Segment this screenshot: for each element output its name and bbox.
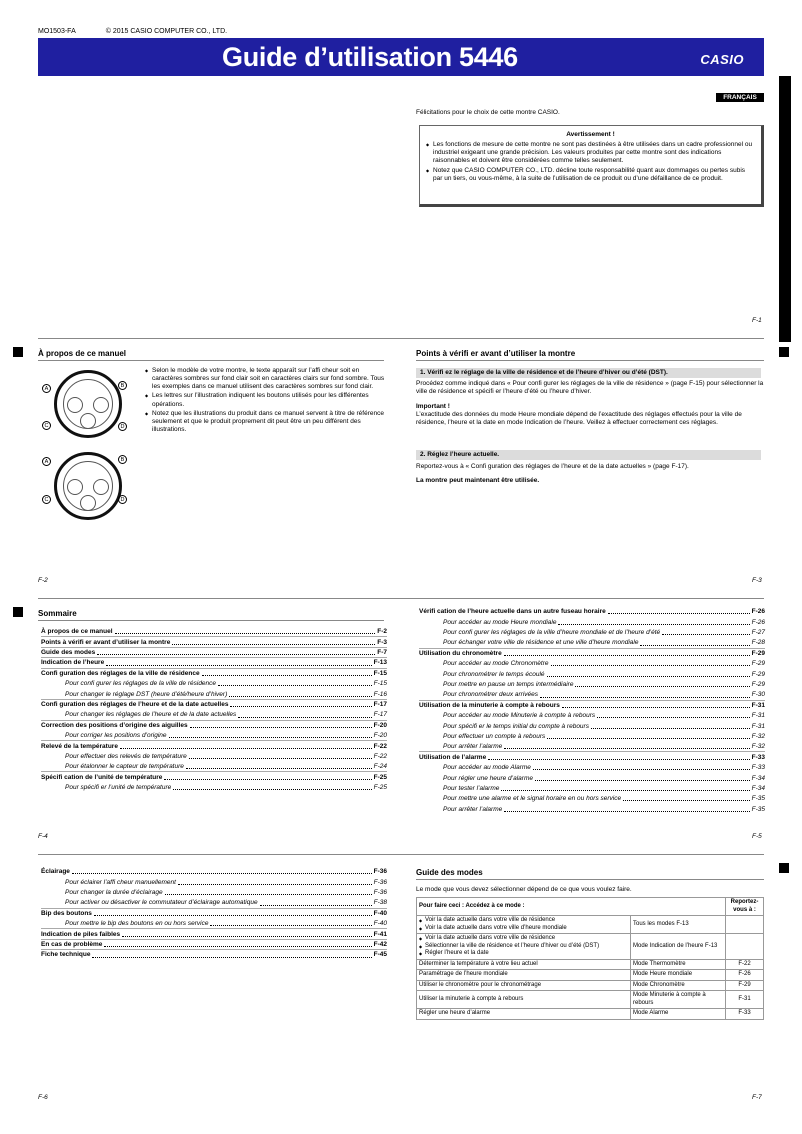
- action-cell: [417, 991, 631, 1009]
- table-of-contents: [419, 606, 765, 814]
- toc-entry: [41, 699, 387, 709]
- action-item: ◆ Sélectionner la ville de résidence et l’heure d’hiver ou d’été (DST): [419, 942, 600, 949]
- toc-entry-title: Pour accéder au mode Chronomètre: [443, 660, 549, 668]
- toc-entry: [419, 793, 765, 803]
- toc-entry-title: Guide des modes: [41, 649, 96, 657]
- page-number: F-6: [38, 1094, 48, 1101]
- step-text: Reportez-vous à « Confi guration des réglages de l’heure et de la date actuelles » (page F-17).: [416, 463, 689, 470]
- toc-entry-title: Pour mettre une alarme et le signal horaire en ou hors service: [443, 795, 622, 803]
- mode-cell: Mode Chronomètre: [631, 980, 726, 991]
- toc-entry-page: F-36: [373, 889, 387, 897]
- page-cell: F-26: [726, 970, 764, 981]
- toc-leader: [640, 645, 749, 646]
- toc-entry-title: Pour accéder au mode Heure mondiale: [443, 618, 557, 626]
- toc-leader: [547, 738, 749, 739]
- table-row: [417, 991, 764, 1009]
- table-row: [417, 1009, 764, 1020]
- section-marker: [13, 607, 23, 617]
- toc-leader: [488, 759, 749, 760]
- toc-entry-page: F-25: [373, 773, 387, 781]
- toc-entry-page: F-41: [373, 930, 387, 938]
- toc-entry: [41, 771, 387, 781]
- toc-entry-page: F-3: [377, 638, 387, 646]
- toc-entry-title: Pour changer le réglage DST (heure d’été/heure d’hiver): [65, 690, 228, 698]
- toc-entry-page: F-31: [751, 722, 765, 730]
- action-item: Régler une heure d’alarme: [419, 1010, 491, 1016]
- toc-leader: [164, 779, 371, 780]
- page-number: F-5: [752, 833, 762, 840]
- toc-leader: [575, 686, 749, 687]
- action-item: ◆ Voir la date actuelle dans votre ville d’heure mondiale: [419, 924, 567, 931]
- title-rule: [38, 620, 384, 621]
- step-heading: 2. Réglez l’heure actuelle.: [416, 450, 761, 460]
- toc-entry-title: Pour étalonner le capteur de température: [65, 763, 184, 771]
- toc-leader: [551, 665, 750, 666]
- mode-cell: Mode Indication de l’heure F-13: [631, 934, 726, 960]
- toc-leader: [165, 894, 372, 895]
- action-item: ◆ Voir la date actuelle dans votre ville de résidence: [419, 935, 556, 941]
- title-rule: [416, 879, 764, 880]
- action-cell: [417, 934, 631, 960]
- section-title: À propos de ce manuel: [38, 349, 127, 358]
- toc-leader: [218, 685, 372, 686]
- action-cell: [417, 980, 631, 991]
- toc-entry-title: Pour arrêter l’alarme: [443, 743, 503, 751]
- toc-entry-page: F-32: [751, 732, 765, 740]
- toc-entry: [419, 731, 765, 741]
- toc-leader: [662, 634, 749, 635]
- toc-entry-page: F-28: [751, 639, 765, 647]
- toc-leader: [238, 717, 371, 718]
- toc-entry-title: Pour chronométrer deux arrivées: [443, 691, 539, 699]
- action-item: ◆ Régler l’heure et la date: [419, 950, 489, 956]
- toc-entry-page: F-13: [373, 659, 387, 667]
- toc-leader: [597, 717, 750, 718]
- toc-entry-page: F-40: [373, 920, 387, 928]
- toc-leader: [189, 758, 372, 759]
- toc-leader: [97, 654, 375, 655]
- toc-entry-page: F-20: [373, 721, 387, 729]
- note-item: ◆ Notez que les illustrations du produit dans ce manuel servent à titre de référence seulement et que le produit proprement dit peut être un peu différent des illustrations.: [145, 410, 385, 434]
- toc-entry: [419, 658, 765, 668]
- toc-leader: [172, 644, 375, 645]
- table-of-contents: [41, 866, 387, 960]
- toc-leader: [533, 769, 750, 770]
- toc-leader: [562, 707, 750, 708]
- toc-entry-title: Relevé de la température: [41, 742, 118, 750]
- toc-entry-title: Correction des positions d’origine des aiguilles: [41, 721, 188, 729]
- divider: [38, 854, 764, 855]
- toc-entry-title: Pour accéder au mode Minuterie à compte à rebours: [443, 712, 596, 720]
- toc-entry-page: F-27: [751, 629, 765, 637]
- section-title: Points à vérifi er avant d’utiliser la montre: [416, 349, 576, 358]
- toc-entry-title: Pour tester l’alarme: [443, 784, 500, 792]
- toc-entry-page: F-29: [751, 670, 765, 678]
- toc-entry: [41, 751, 387, 761]
- toc-entry-page: F-22: [373, 742, 387, 750]
- toc-entry: [41, 866, 387, 876]
- toc-entry-page: F-36: [373, 868, 387, 876]
- section-marker: [779, 347, 789, 357]
- toc-entry: [419, 783, 765, 793]
- toc-leader: [591, 728, 750, 729]
- important-label: Important !: [416, 403, 450, 410]
- toc-entry-page: F-31: [751, 712, 765, 720]
- action-item: ◆ Voir la date actuelle dans votre ville de résidence: [419, 917, 556, 923]
- toc-entry: [419, 616, 765, 626]
- action-text: Régler l’heure et la date: [425, 950, 489, 956]
- toc-entry-page: F-17: [373, 701, 387, 708]
- table-of-contents: [41, 626, 387, 792]
- divider: [38, 598, 764, 599]
- toc-entry-title: Pour effectuer des relevés de température: [65, 752, 187, 760]
- warning-box: [419, 125, 764, 207]
- button-label-d: D: [118, 495, 127, 504]
- action-item: Utiliser la minuterie à compte à rebours: [419, 995, 524, 1002]
- toc-entry: [41, 949, 387, 959]
- toc-entry-page: F-16: [373, 690, 387, 698]
- toc-entry: [41, 887, 387, 897]
- toc-entry: [41, 918, 387, 928]
- toc-entry-page: F-29: [751, 649, 765, 657]
- toc-entry: [41, 636, 387, 646]
- toc-entry-title: Pour confi gurer les réglages de la ville de résidence: [65, 680, 217, 688]
- mode-cell: Mode Heure mondiale: [631, 970, 726, 981]
- toc-entry: [419, 751, 765, 761]
- toc-entry-page: F-32: [751, 743, 765, 751]
- watch-face-2: [54, 452, 122, 520]
- table-row: [417, 916, 764, 934]
- toc-entry-title: Utilisation de la minuterie à compte à rebours: [419, 701, 560, 709]
- mode-cell: Tous les modes F-13: [631, 916, 726, 934]
- toc-entry: [419, 627, 765, 637]
- toc-entry-page: F-15: [373, 669, 387, 677]
- doc-code: MO1503-FA: [38, 28, 76, 35]
- toc-entry: [419, 772, 765, 782]
- action-text: Voir la date actuelle dans votre ville d’heure mondiale: [425, 924, 567, 931]
- column-header: Reportez-vous à :: [726, 898, 764, 916]
- button-label-b: B: [118, 455, 127, 464]
- toc-entry: [419, 720, 765, 730]
- toc-entry-title: Pour mettre le bip des boutons en ou hors service: [65, 920, 209, 928]
- toc-leader: [202, 675, 372, 676]
- toc-entry-title: Confi guration des réglages de la ville de résidence: [41, 669, 200, 677]
- toc-entry-title: Pour accéder au mode Alarme: [443, 764, 531, 772]
- section-title: Guide des modes: [416, 868, 483, 877]
- toc-entry-page: F-25: [373, 784, 387, 792]
- title-banner: [38, 38, 764, 76]
- table-row: [417, 970, 764, 981]
- toc-entry: [419, 679, 765, 689]
- warning-item: ◆ Notez que CASIO COMPUTER CO., LTD. décline toute responsabilité quant aux dommages ou pertes subis par un tiers, ou vous-même, à la suite de l’utilisation de ce produit ou d’une défaillance de ce produit.: [426, 167, 755, 183]
- toc-entry-title: Pour arrêter l’alarme: [443, 805, 503, 813]
- action-cell: [417, 959, 631, 970]
- toc-leader: [501, 790, 749, 791]
- toc-entry-title: Spécifi cation de l’unité de température: [41, 773, 163, 781]
- toc-entry: [41, 740, 387, 750]
- toc-entry: [41, 876, 387, 886]
- toc-leader: [72, 873, 372, 874]
- toc-entry-title: Éclairage: [41, 868, 70, 876]
- toc-leader: [173, 789, 371, 790]
- page-number: F-2: [38, 577, 48, 584]
- toc-leader: [178, 884, 372, 885]
- mode-cell: Mode Minuterie à compte à rebours: [631, 991, 726, 1009]
- toc-entry-page: F-31: [751, 701, 765, 709]
- toc-leader: [122, 936, 372, 937]
- toc-entry-page: F-33: [751, 753, 765, 761]
- toc-leader: [120, 748, 372, 749]
- toc-entry: [41, 626, 387, 636]
- toc-entry-page: F-33: [751, 764, 765, 772]
- toc-entry-page: F-7: [377, 649, 387, 657]
- toc-entry: [41, 678, 387, 688]
- toc-entry-title: Utilisation du chronomètre: [419, 649, 502, 657]
- action-text: Voir la date actuelle dans votre ville de résidence: [425, 917, 556, 923]
- toc-entry: [41, 730, 387, 740]
- toc-leader: [104, 946, 371, 947]
- toc-entry-title: À propos de ce manuel: [41, 628, 113, 636]
- mode-cell: Mode Thermomètre: [631, 959, 726, 970]
- ready-text: La montre peut maintenant être utilisée.: [416, 477, 540, 484]
- toc-leader: [92, 957, 371, 958]
- toc-entry: [419, 648, 765, 658]
- button-label-c: C: [42, 495, 51, 504]
- toc-entry: [419, 741, 765, 751]
- action-item: Déterminer la température à votre lieu actuel: [419, 960, 538, 967]
- section-title: Sommaire: [38, 609, 77, 618]
- toc-entry: [419, 762, 765, 772]
- toc-leader: [504, 748, 749, 749]
- toc-leader: [540, 697, 750, 698]
- intro-text: Félicitations pour le choix de cette montre CASIO.: [416, 109, 560, 116]
- toc-entry-title: Fiche technique: [41, 951, 91, 959]
- toc-leader: [210, 925, 371, 926]
- toc-leader: [229, 696, 371, 697]
- toc-leader: [115, 633, 376, 634]
- toc-entry-page: F-30: [751, 691, 765, 699]
- toc-entry-page: F-15: [373, 680, 387, 688]
- toc-entry-title: Pour mettre en pause un temps intermédiaire: [443, 681, 574, 688]
- action-cell: [417, 916, 631, 934]
- toc-leader: [608, 613, 750, 614]
- toc-leader: [535, 780, 750, 781]
- action-text: Voir la date actuelle dans votre ville de résidence: [425, 935, 556, 941]
- title-rule: [416, 360, 764, 361]
- toc-entry: [41, 782, 387, 792]
- toc-entry-page: F-26: [751, 618, 765, 626]
- toc-entry-title: Points à vérifi er avant d’utiliser la montre: [41, 638, 171, 646]
- toc-leader: [504, 811, 749, 812]
- toc-entry-title: Pour changer la durée d’éclairage: [65, 889, 163, 897]
- section-marker: [13, 347, 23, 357]
- toc-entry-page: F-38: [373, 899, 387, 907]
- toc-entry-page: F-29: [751, 681, 765, 688]
- toc-entry-page: F-26: [751, 608, 765, 616]
- toc-entry-page: F-24: [373, 763, 387, 771]
- casio-logo: CASIO: [700, 52, 744, 67]
- page-number: F-3: [752, 577, 762, 584]
- page-cell: [726, 916, 764, 934]
- edge-bar: [779, 76, 791, 342]
- toc-entry-page: F-35: [751, 805, 765, 813]
- language-tab: FRANÇAIS: [716, 93, 764, 102]
- toc-leader: [106, 665, 371, 666]
- table-row: [417, 959, 764, 970]
- page-cell: F-31: [726, 991, 764, 1009]
- toc-entry: [41, 928, 387, 938]
- button-label-a: A: [42, 457, 51, 466]
- page-cell: [726, 934, 764, 960]
- divider: [38, 338, 764, 339]
- action-text: Sélectionner la ville de résidence et l’heure d’hiver ou d’été (DST): [425, 942, 600, 949]
- toc-entry: [41, 939, 387, 949]
- toc-entry-page: F-40: [373, 909, 387, 917]
- toc-entry-title: Pour activer ou désactiver le commutateur d’éclairage automatique: [65, 899, 258, 907]
- button-label-c: C: [42, 421, 51, 430]
- toc-entry: [41, 647, 387, 657]
- watch-face-1: [54, 370, 122, 438]
- toc-entry: [41, 897, 387, 907]
- toc-leader: [504, 655, 750, 656]
- toc-entry-title: Pour échanger votre ville de résidence et une ville d’heure mondiale: [443, 639, 639, 647]
- title-rule: [38, 360, 384, 361]
- toc-entry: [41, 688, 387, 698]
- mode-guide-table: [416, 897, 764, 1020]
- toc-entry-title: Vérifi cation de l’heure actuelle dans un autre fuseau horaire: [419, 608, 606, 616]
- toc-entry-page: F-42: [373, 941, 387, 948]
- toc-entry: [419, 668, 765, 678]
- toc-entry: [41, 720, 387, 730]
- toc-entry: [419, 700, 765, 710]
- action-item: Utiliser le chronomètre pour le chronométrage: [419, 981, 542, 988]
- toc-entry-page: F-36: [373, 878, 387, 886]
- toc-entry: [419, 710, 765, 720]
- toc-entry: [41, 761, 387, 771]
- toc-entry-title: Indication de piles faibles: [41, 930, 121, 938]
- toc-entry-title: Utilisation de l’alarme: [419, 753, 487, 761]
- toc-entry-title: En cas de problème: [41, 941, 103, 948]
- toc-entry: [41, 668, 387, 678]
- toc-entry-title: Pour spécifi er le temps initial du compte à rebours: [443, 722, 589, 730]
- step-heading: 1. Vérifi ez le réglage de la ville de résidence et de l’heure d’hiver ou d’été (DST).: [416, 368, 761, 378]
- toc-leader: [623, 800, 750, 801]
- action-cell: [417, 970, 631, 981]
- note-item: ◆ Les lettres sur l’illustration indiquent les boutons utilisés pour les différentes opérations.: [145, 392, 385, 408]
- page-cell: F-22: [726, 959, 764, 970]
- action-cell: [417, 1009, 631, 1020]
- toc-leader: [186, 768, 372, 769]
- toc-entry: [419, 803, 765, 813]
- toc-leader: [94, 915, 372, 916]
- toc-entry-title: Pour régler une heure d’alarme: [443, 774, 533, 782]
- toc-entry-page: F-34: [751, 774, 765, 782]
- important-text: L’exactitude des données du mode Heure mondiale dépend de l’exactitude des réglages effectués pour la ville de résidence, l’heure et la date en mode Indication de l’heure. Veillez à effectuer correctement ces réglages.: [416, 411, 742, 427]
- toc-entry-title: Pour corriger les positions d’origine: [65, 732, 167, 740]
- intro-text: Le mode que vous devez sélectionner dépend de ce que vous voulez faire.: [416, 886, 632, 893]
- table-row: [417, 934, 764, 960]
- manual-notes: [145, 367, 385, 435]
- page-number: F-7: [752, 1094, 762, 1101]
- toc-leader: [169, 737, 372, 738]
- toc-entry-page: F-35: [751, 795, 765, 803]
- toc-leader: [260, 905, 372, 906]
- page-cell: F-33: [726, 1009, 764, 1020]
- page-title: Guide d’utilisation 5446: [222, 42, 518, 72]
- toc-entry-title: Confi guration des réglages de l’heure et de la date actuelles: [41, 701, 229, 708]
- toc-entry-page: F-2: [377, 628, 387, 636]
- toc-entry-page: F-17: [373, 711, 387, 719]
- toc-entry-title: Indication de l’heure: [41, 659, 105, 667]
- toc-entry: [41, 657, 387, 667]
- warning-item: ◆ Les fonctions de mesure de cette montre ne sont pas destinées à être utilisées dans un cadre professionnel ou industriel exigeant une grande précision. Les valeurs produites par cette montre sont des indications raisonnables et doivent être considérées comme telles seulement.: [426, 141, 755, 165]
- toc-entry-page: F-29: [751, 660, 765, 668]
- page-cell: F-29: [726, 980, 764, 991]
- toc-entry: [41, 709, 387, 719]
- button-label-b: B: [118, 381, 127, 390]
- toc-entry: [41, 908, 387, 918]
- copyright: © 2015 CASIO COMPUTER CO., LTD.: [105, 28, 228, 35]
- toc-entry-page: F-22: [373, 752, 387, 760]
- toc-entry-title: Pour éclairer l’affi cheur manuellement: [65, 878, 176, 886]
- toc-entry-title: Pour changer les réglages de l’heure et de la date actuelles: [65, 711, 237, 719]
- column-header: Pour faire ceci : Accédez à ce mode :: [417, 898, 726, 916]
- toc-leader: [558, 624, 749, 625]
- header-line: [38, 28, 257, 37]
- toc-entry-title: Pour effectuer un compte à rebours: [443, 732, 546, 740]
- table-row: [417, 980, 764, 991]
- toc-leader: [547, 676, 750, 677]
- toc-entry-page: F-45: [373, 951, 387, 959]
- toc-entry-title: Bip des boutons: [41, 909, 92, 917]
- toc-entry: [419, 689, 765, 699]
- toc-entry-title: Pour spécifi er l’unité de température: [65, 784, 172, 792]
- page-number: F-1: [752, 317, 762, 324]
- page-number: F-4: [38, 833, 48, 840]
- note-item: ◆ Selon le modèle de votre montre, le texte apparaît sur l’affi cheur soit en caractères sombres sur fond clair soit en caractères clairs sur fond sombre. Tous les exemples dans ce manuel utilisent des caractères sombres sur fond clair.: [145, 367, 385, 391]
- button-label-a: A: [42, 384, 51, 393]
- action-item: Paramétrage de l’heure mondiale: [419, 971, 508, 977]
- warning-title: Avertissement !: [566, 131, 615, 138]
- toc-leader: [230, 706, 371, 707]
- toc-entry: [419, 637, 765, 647]
- toc-leader: [190, 727, 372, 728]
- section-marker: [779, 863, 789, 873]
- toc-entry-page: F-20: [373, 732, 387, 740]
- toc-entry-title: Pour confi gurer les réglages de la ville d’heure mondiale et de l’heure d’été: [443, 629, 661, 637]
- step-text: Procédez comme indiqué dans « Pour confi gurer les réglages de la ville de résidence » (page F-15) pour sélectionner la ville de résidence et spécifi er l’heure d’été ou l’heure d’hiver.: [416, 380, 764, 396]
- mode-cell: Mode Alarme: [631, 1009, 726, 1020]
- watch-illustrations: [38, 366, 146, 516]
- toc-entry: [419, 606, 765, 616]
- toc-entry-page: F-34: [751, 784, 765, 792]
- button-label-d: D: [118, 422, 127, 431]
- toc-entry-title: Pour chronométrer le temps écoulé: [443, 670, 545, 678]
